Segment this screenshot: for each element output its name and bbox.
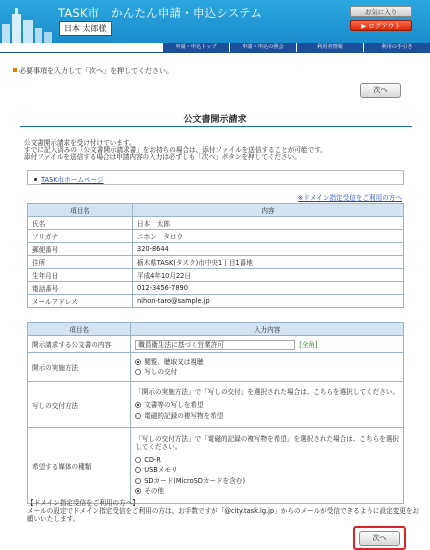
table-row	[28, 295, 404, 308]
footer-note	[27, 500, 419, 523]
copy-option-electronic[interactable]	[135, 411, 399, 422]
city-skyline-icon	[0, 6, 54, 43]
row-label: 希望する媒体の種類	[28, 428, 131, 504]
document-content-input[interactable]: 職員衛生法に基づく営業許可	[135, 340, 295, 350]
option-label: 文書等の写しを希望	[144, 401, 204, 409]
footer-heading: 【ドメイン指定受信をご利用の方へ】	[27, 499, 139, 507]
radio-icon[interactable]	[135, 467, 141, 473]
row-label: メールアドレス	[28, 295, 133, 308]
request-input-table	[27, 322, 404, 504]
row-value: 平成4年10月22日	[133, 269, 404, 282]
table-row	[28, 243, 404, 256]
media-option-cdr[interactable]	[135, 455, 399, 466]
copy-option-paper[interactable]	[135, 400, 399, 411]
radio-selected-icon[interactable]	[135, 488, 141, 494]
row-label: 写しの交付方法	[28, 382, 131, 428]
table-row	[28, 353, 404, 382]
home-link[interactable]: TASK市ホームページ	[41, 176, 104, 184]
favorites-button[interactable]: お気に入り	[350, 6, 412, 17]
system-title: TASK市 かんたん申請・申込システム	[58, 6, 262, 20]
intro-line: 添付ファイルを送信する場合は申請内容の入力は必ずしも「次へ」ボタンを押してください。	[24, 153, 301, 162]
table-header: 項目名	[28, 204, 133, 217]
intro-line: すでに記入済みの「公文書開示請求書」をお持ちの場合は、添付ファイルを送信することが可能です。	[24, 146, 327, 155]
radio-icon[interactable]	[135, 369, 141, 375]
table-row	[28, 336, 404, 353]
input-hint: [全角]	[299, 340, 318, 349]
intro-text	[24, 140, 327, 162]
row-label: 郵便番号	[28, 243, 133, 256]
table-row	[28, 256, 404, 269]
copy-note: 「開示の実施方法」で「写しの交付」を選択された場合は、こちらを選択してください。	[135, 388, 399, 396]
table-row	[28, 217, 404, 230]
header-bar	[0, 0, 430, 43]
nav-divider	[0, 52, 430, 53]
title-divider	[20, 126, 412, 127]
method-option-view[interactable]	[135, 357, 399, 368]
instruction	[13, 66, 173, 76]
row-value: 320-8644	[133, 243, 404, 256]
row-value	[131, 382, 404, 428]
media-note: してください。	[135, 442, 182, 451]
option-label: その他	[144, 487, 165, 495]
logout-button[interactable]: ▶ ログアウト	[350, 20, 412, 31]
instruction-text: 必要事項を入力して「次へ」を押してください。	[19, 67, 173, 75]
option-label: SDカード(MicroSDカードを含む)	[144, 476, 246, 485]
media-option-usb[interactable]	[135, 465, 399, 476]
row-label: 氏名	[28, 217, 133, 230]
row-value: ニホン タロウ	[133, 230, 404, 243]
next-button-bottom[interactable]: 次へ	[359, 531, 400, 546]
method-option-copy[interactable]	[135, 367, 399, 378]
table-row	[28, 230, 404, 243]
radio-icon[interactable]	[135, 413, 141, 419]
footer-line: メールの設定でドメイン指定受信をご利用の方は、お手数ですが「@city.task.lg.jp」からのメールが受信できるように設定変更をお	[27, 506, 420, 515]
row-value	[131, 336, 404, 353]
row-value	[131, 428, 404, 504]
next-button-top[interactable]: 次へ	[360, 83, 401, 98]
row-label: 住所	[28, 256, 133, 269]
row-label: 電話番号	[28, 282, 133, 295]
row-label: フリガナ	[28, 230, 133, 243]
media-option-sd[interactable]	[135, 476, 399, 487]
intro-line: 公文書開示請求を受け付けています。	[24, 139, 136, 147]
bullet-square-icon	[13, 68, 17, 72]
row-value	[131, 353, 404, 382]
row-value: 012-3456-7890	[133, 282, 404, 295]
link-box	[27, 170, 404, 185]
user-name: 日本 太郎様	[59, 21, 112, 36]
row-label: 生年月日	[28, 269, 133, 282]
radio-selected-icon[interactable]	[135, 359, 141, 365]
option-label: USBメモリ	[144, 466, 178, 474]
table-row	[28, 382, 404, 428]
footer-line: 願いいたします。	[27, 514, 80, 523]
radio-icon[interactable]	[135, 457, 141, 463]
table-row	[28, 282, 404, 295]
media-note: 「写しの交付方法」で「電磁的記録の複写物を希望」を選択された場合は、こちらを選択	[135, 434, 399, 443]
bullet-dot-icon	[34, 178, 37, 181]
applicant-table	[27, 203, 404, 308]
table-row	[28, 269, 404, 282]
row-value: nihon-taro@sample.jp	[133, 295, 404, 308]
nav-item-user-info[interactable]: 利用者情報	[296, 43, 363, 52]
radio-icon[interactable]	[135, 478, 141, 484]
media-option-other[interactable]	[135, 486, 399, 497]
nav-item-inquiry[interactable]: 申請・申込の照会	[229, 43, 296, 52]
table-header: 内容	[133, 204, 404, 217]
domain-info-link[interactable]: ※ドメイン指定受信をご利用の方へ	[297, 194, 402, 202]
option-label: CD-R	[144, 455, 161, 464]
nav-item-guide[interactable]: 利用の手引き	[363, 43, 430, 52]
row-value: 日本 太郎	[133, 217, 404, 230]
option-label: 写しの交付	[144, 368, 178, 376]
option-label: 閲覧、聴取又は視聴	[144, 357, 204, 366]
page-title: 公文書開示請求	[183, 115, 247, 125]
row-value: 栃木県TASK(タスク)市中央1丁目1番地	[133, 256, 404, 269]
main-nav	[162, 43, 430, 52]
row-label: 開示請求する公文書の内容	[28, 336, 131, 353]
table-header: 入力内容	[131, 323, 404, 336]
radio-selected-icon[interactable]	[135, 402, 141, 408]
table-row	[28, 428, 404, 504]
option-label: 電磁的記録の複写物を希望	[144, 411, 224, 420]
row-label: 開示の実施方法	[28, 353, 131, 382]
nav-item-top[interactable]: 申請・申込トップ	[162, 43, 229, 52]
table-header: 項目名	[28, 323, 131, 336]
